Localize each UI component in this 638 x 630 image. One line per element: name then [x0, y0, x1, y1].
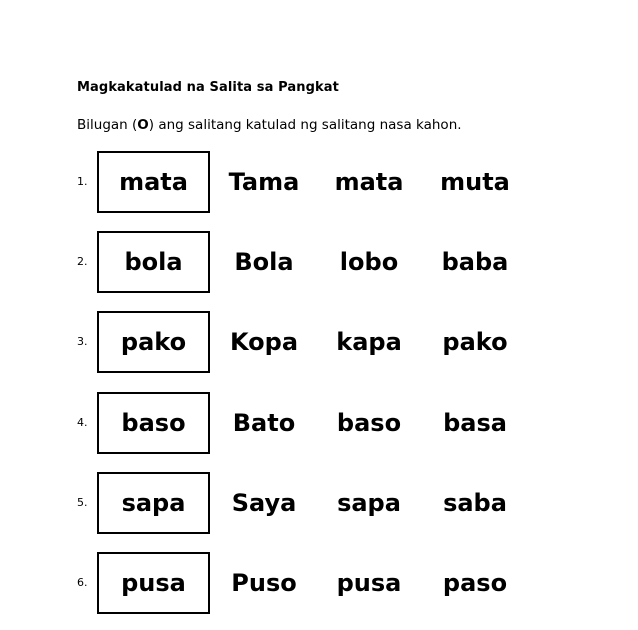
choice-word[interactable]: muta: [440, 168, 510, 196]
item-number: 3.: [77, 335, 88, 348]
choice-word[interactable]: basa: [443, 409, 507, 437]
worksheet-title: Magkakatulad na Salita sa Pangkat: [77, 80, 339, 95]
choice-word[interactable]: Bato: [232, 409, 296, 437]
choice-word[interactable]: baba: [441, 248, 509, 276]
circle-symbol: O: [137, 117, 149, 133]
exercise-row-3: [0, 311, 638, 377]
choice-word[interactable]: Bola: [234, 248, 294, 276]
choice-word[interactable]: Saya: [231, 489, 297, 517]
instruction-suffix: ) ang salitang katulad ng salitang nasa kahon.: [148, 117, 462, 133]
choice-word[interactable]: pusa: [336, 569, 402, 597]
exercise-row-1: [0, 151, 638, 217]
choice-word[interactable]: kapa: [336, 328, 402, 356]
target-word-box: bola: [97, 231, 210, 293]
target-word-box: pako: [97, 311, 210, 373]
item-number: 4.: [77, 416, 88, 429]
exercise-row-5: [0, 472, 638, 538]
item-number: 5.: [77, 496, 88, 509]
choice-word[interactable]: pako: [442, 328, 508, 356]
choice-word[interactable]: sapa: [337, 489, 401, 517]
choice-word[interactable]: Tama: [228, 168, 300, 196]
target-word-box: baso: [97, 392, 210, 454]
instruction-prefix: Bilugan (: [77, 117, 138, 133]
exercise-row-6: [0, 552, 638, 618]
exercise-row-4: [0, 392, 638, 458]
item-number: 1.: [77, 175, 88, 188]
choice-word[interactable]: lobo: [339, 248, 399, 276]
choice-word[interactable]: baso: [336, 409, 402, 437]
choice-word[interactable]: Puso: [231, 569, 297, 597]
target-word-box: pusa: [97, 552, 210, 614]
choice-word[interactable]: saba: [443, 489, 507, 517]
target-word-box: sapa: [97, 472, 210, 534]
choice-word[interactable]: paso: [442, 569, 508, 597]
item-number: 6.: [77, 576, 88, 589]
target-word-box: mata: [97, 151, 210, 213]
choice-word[interactable]: Kopa: [229, 328, 299, 356]
choice-word[interactable]: mata: [334, 168, 404, 196]
instruction-text: [77, 117, 462, 133]
item-number: 2.: [77, 255, 88, 268]
exercise-row-2: [0, 231, 638, 297]
